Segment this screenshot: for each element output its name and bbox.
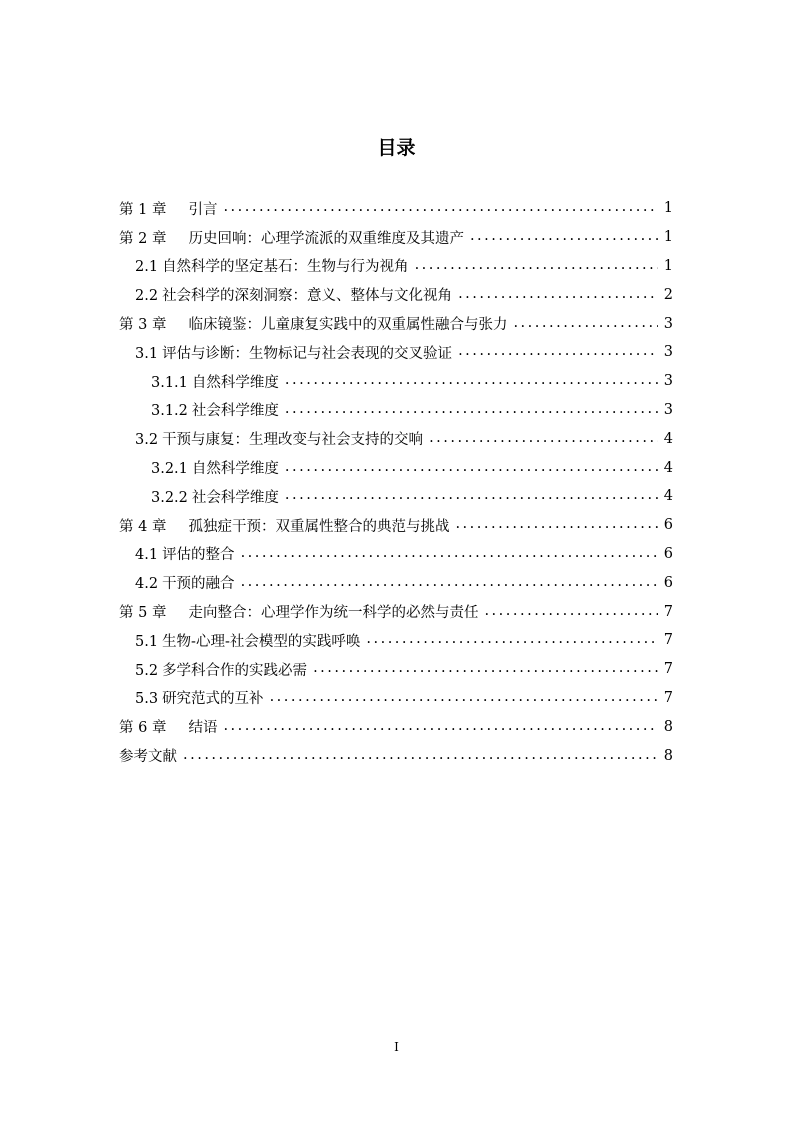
toc-entry[interactable] <box>119 511 673 540</box>
toc-entry[interactable] <box>119 252 673 281</box>
toc-entry-text: 自然科学的坚定基石：生物与行为视角 <box>162 259 409 276</box>
toc-entry-page: 2 <box>663 286 673 303</box>
toc-entry-label <box>151 457 279 478</box>
toc-entry-label <box>119 313 507 334</box>
toc-entry-text: 引言 <box>188 201 218 218</box>
toc-leader-dots <box>470 229 658 245</box>
toc-entry-number: 5.3 <box>135 691 159 708</box>
toc-entry-text: 社会科学的深刻洞察：意义、整体与文化视角 <box>162 288 453 305</box>
toc-entry-text: 干预的融合 <box>162 576 235 593</box>
toc-entry-label <box>135 687 264 708</box>
toc-entry[interactable] <box>119 712 673 741</box>
toc-entry-label <box>135 630 360 651</box>
toc-entry-page: 7 <box>663 632 673 649</box>
toc-entry-number: 2.1 <box>135 259 159 276</box>
toc-entry-number: 第 1 章 <box>119 201 167 218</box>
toc-leader-dots <box>513 316 657 332</box>
toc-entry-text: 社会科学维度 <box>191 403 279 420</box>
toc-leader-dots <box>241 575 658 591</box>
toc-entry-page: 8 <box>663 747 673 764</box>
toc-entry-number: 3.2 <box>135 432 159 449</box>
toc-entry-page: 1 <box>663 257 673 274</box>
toc-entry-number: 3.1 <box>135 345 159 362</box>
toc-entry-number: 第 5 章 <box>119 605 167 622</box>
toc-leader-dots <box>313 661 658 677</box>
toc-entry-number: 第 6 章 <box>119 720 167 737</box>
toc-entry-text: 多学科合作的实践必需 <box>162 662 308 679</box>
toc-entry-label <box>119 198 217 219</box>
toc-entry-label <box>151 486 279 507</box>
toc-entry-number: 4.2 <box>135 576 159 593</box>
toc-entry-label <box>119 601 478 622</box>
toc-entry[interactable] <box>119 223 673 252</box>
toc-entry-label <box>119 716 217 737</box>
toc-entry[interactable] <box>119 338 673 367</box>
toc-entry-label <box>119 515 449 536</box>
toc-entry-text: 自然科学维度 <box>191 374 279 391</box>
toc-entry-text: 历史回响：心理学流派的双重维度及其遗产 <box>188 230 464 247</box>
toc-entry-page: 3 <box>663 344 673 361</box>
toc-entry-number: 3.2.2 <box>151 489 188 506</box>
toc-leader-dots <box>285 488 658 504</box>
toc-leader-dots <box>285 373 658 389</box>
toc-entry-label <box>119 745 177 766</box>
toc-entry-page: 3 <box>663 401 673 418</box>
toc-entry-page: 7 <box>663 603 673 620</box>
toc-entry-page: 4 <box>663 430 673 447</box>
toc-leader-dots <box>183 748 658 764</box>
toc-entry-label <box>119 227 464 248</box>
toc-leader-dots <box>415 258 658 274</box>
toc-entry-text: 干预与康复：生理改变与社会支持的交响 <box>162 432 424 449</box>
table-of-contents <box>119 194 673 770</box>
toc-leader-dots <box>285 460 658 476</box>
toc-entry-number: 3.1.2 <box>151 403 188 420</box>
toc-entry-text: 研究范式的互补 <box>162 691 264 708</box>
toc-entry[interactable] <box>119 626 673 655</box>
toc-entry[interactable] <box>119 482 673 511</box>
toc-entry-text: 走向整合：心理学作为统一科学的必然与责任 <box>188 605 479 622</box>
toc-entry[interactable] <box>119 396 673 425</box>
toc-entry[interactable] <box>119 280 673 309</box>
toc-leader-dots <box>484 604 657 620</box>
page-number: I <box>394 1040 399 1054</box>
toc-entry[interactable] <box>119 655 673 684</box>
toc-entry-page: 4 <box>663 459 673 476</box>
toc-entry[interactable] <box>119 741 673 770</box>
toc-entry[interactable] <box>119 684 673 713</box>
toc-entry-text: 生物-心理-社会模型的实践呼唤 <box>162 633 361 650</box>
toc-leader-dots <box>241 546 658 562</box>
toc-entry-page: 3 <box>663 373 673 390</box>
toc-entry[interactable] <box>119 568 673 597</box>
toc-entry-label <box>151 399 279 420</box>
toc-entry[interactable] <box>119 367 673 396</box>
toc-leader-dots <box>285 402 658 418</box>
toc-entry-number: 2.2 <box>135 288 159 305</box>
toc-leader-dots <box>458 287 658 303</box>
toc-entry-label <box>135 543 235 564</box>
toc-entry-text: 评估的整合 <box>162 547 235 564</box>
toc-entry[interactable] <box>119 194 673 223</box>
toc-entry-page: 4 <box>663 488 673 505</box>
toc-leader-dots <box>223 719 657 735</box>
toc-entry-page: 8 <box>663 718 673 735</box>
toc-entry-page: 7 <box>663 661 673 678</box>
toc-entry-number: 5.2 <box>135 662 159 679</box>
toc-entry-text: 评估与诊断：生物标记与社会表现的交叉验证 <box>162 345 453 362</box>
toc-entry-label <box>135 659 307 680</box>
toc-leader-dots <box>429 431 658 447</box>
toc-leader-dots <box>223 200 657 216</box>
toc-entry-number: 5.1 <box>135 633 159 650</box>
toc-entry-number: 第 3 章 <box>119 317 167 334</box>
toc-entry-text: 结语 <box>188 720 218 737</box>
page-title: 目录 <box>377 137 416 159</box>
toc-entry-number: 第 2 章 <box>119 230 167 247</box>
toc-entry-label <box>135 255 409 276</box>
toc-leader-dots <box>458 344 658 360</box>
toc-entry[interactable] <box>119 309 673 338</box>
toc-entry-label <box>151 371 279 392</box>
toc-entry-label <box>135 428 423 449</box>
toc-entry-page: 1 <box>663 200 673 217</box>
toc-entry-number: 3.2.1 <box>151 461 188 478</box>
toc-entry-number: 3.1.1 <box>151 374 188 391</box>
toc-entry-page: 6 <box>663 545 673 562</box>
toc-entry-page: 3 <box>663 315 673 332</box>
toc-entry-label <box>135 284 452 305</box>
toc-entry[interactable] <box>119 597 673 626</box>
toc-entry-page: 6 <box>663 574 673 591</box>
toc-entry-label <box>135 342 452 363</box>
toc-entry[interactable] <box>119 424 673 453</box>
toc-leader-dots <box>366 632 657 648</box>
toc-entry-page: 7 <box>663 689 673 706</box>
toc-entry[interactable] <box>119 540 673 569</box>
toc-entry-number: 第 4 章 <box>119 518 167 535</box>
toc-leader-dots <box>270 690 658 706</box>
toc-entry-page: 1 <box>663 229 673 246</box>
toc-leader-dots <box>455 517 657 533</box>
toc-entry[interactable] <box>119 453 673 482</box>
toc-entry-text: 孤独症干预：双重属性整合的典范与挑战 <box>188 518 450 535</box>
toc-entry-page: 6 <box>663 517 673 534</box>
toc-entry-text: 自然科学维度 <box>191 461 279 478</box>
toc-entry-text: 临床镜鉴：儿童康复实践中的双重属性融合与张力 <box>188 317 508 334</box>
toc-entry-text: 参考文献 <box>119 749 177 766</box>
toc-entry-label <box>135 572 235 593</box>
toc-entry-text: 社会科学维度 <box>191 489 279 506</box>
toc-entry-number: 4.1 <box>135 547 159 564</box>
